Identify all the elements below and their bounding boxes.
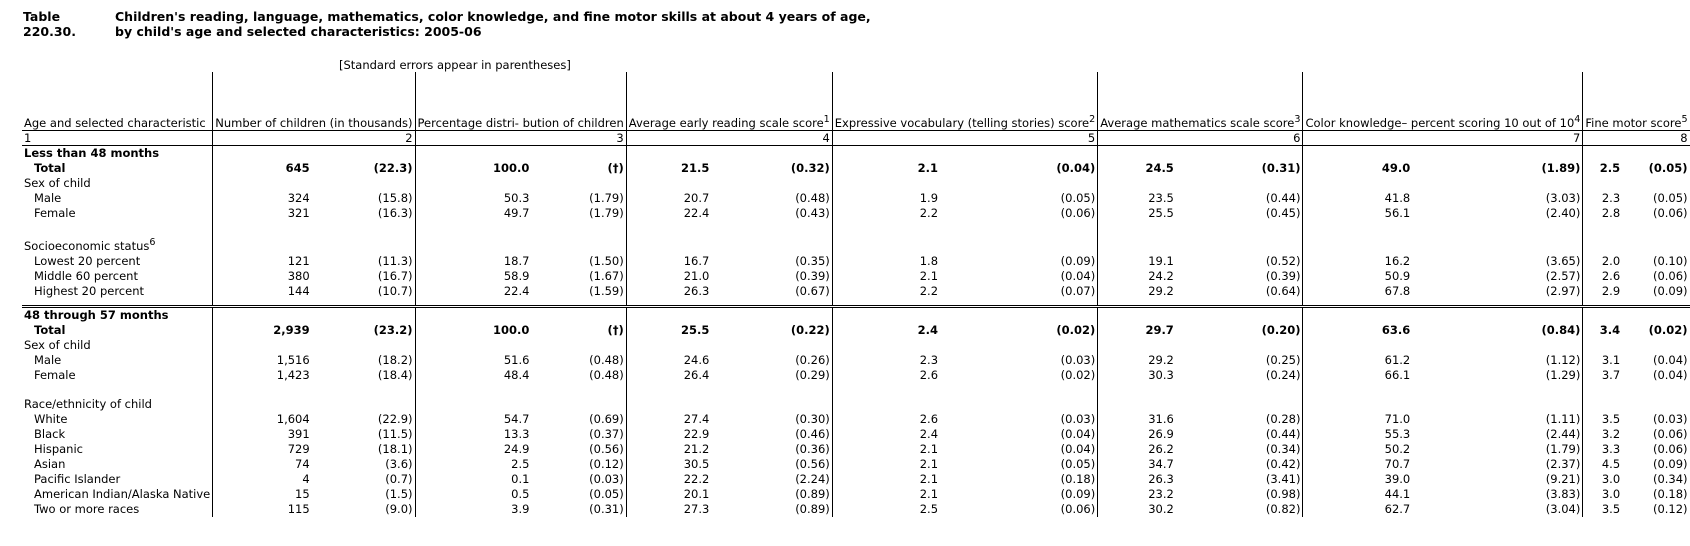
section-spacer [22,221,1690,235]
cell-voc: 2.4 [832,427,940,442]
cell-read: 20.7 [626,191,711,206]
cell-voc_se: (0.02) [1060,367,1096,382]
cell-motor_se: (0.06) [1652,426,1688,441]
cell-math: 30.2 [1098,502,1176,517]
section-heading: Sex of child [24,337,91,352]
cell-pct: 100.0 [415,323,531,338]
table-row [22,269,1690,284]
cell-pct: 3.9 [415,502,531,517]
section-heading: Socioeconomic status$^6$ [24,237,156,253]
group-heading-row [22,306,1690,323]
table-number: Table 220.30. [23,9,76,39]
cell-n_se: (15.8) [377,191,413,205]
table-row [22,427,1690,442]
cell-voc: 2.2 [832,284,940,299]
cell-n_se: (0.7) [385,471,413,486]
cell-read: 24.6 [626,353,711,368]
section-spacer [22,383,1690,397]
cell-math: 24.2 [1098,269,1176,284]
cell-pct: 50.3 [415,191,531,206]
row-label: Total [34,161,66,175]
cell-n_se: (16.3) [377,206,413,220]
cell-motor_se: (0.05) [1652,191,1688,205]
cell-n: 380 [213,269,312,284]
cell-voc_se: (0.09) [1060,486,1096,501]
cell-math: 23.2 [1098,487,1176,502]
cell-motor: 2.6 [1583,269,1622,284]
cell-color: 44.1 [1303,487,1412,502]
row-label: Highest 20 percent [34,283,144,298]
cell-motor: 2.0 [1583,254,1622,269]
cell-read: 26.4 [626,368,711,383]
cell-math_se: (0.24) [1265,367,1301,382]
table-row [22,487,1690,502]
cell-motor: 2.5 [1583,161,1622,176]
cell-color: 56.1 [1303,206,1412,221]
cell-color_se: (0.84) [1541,322,1581,337]
cell-math_se: (0.34) [1265,441,1301,456]
cell-n: 391 [213,427,312,442]
col-header-reading: Average early reading scale score$^1$ [626,72,832,131]
cell-voc_se: (0.05) [1060,191,1096,205]
cell-pct: 49.7 [415,206,531,221]
cell-voc: 2.2 [832,206,940,221]
cell-read: 16.7 [626,254,711,269]
table-title-text: Children's reading, language, mathematics, color knowledge, and fine motor skills at about 4 years of age, by child's age and selected characteristics: 2005-06 [115,9,871,39]
cell-color_se: (1.12) [1545,352,1581,367]
cell-math: 31.6 [1098,412,1176,427]
cell-voc: 2.1 [832,269,940,284]
cell-color_se: (3.04) [1545,501,1581,516]
cell-n_se: (10.7) [377,283,413,298]
group-separator [22,299,1690,307]
cell-color: 66.1 [1303,368,1412,383]
cell-n_se: (18.4) [377,367,413,382]
cell-read_se: (0.89) [795,486,830,501]
col-num-8: 8 [1583,131,1690,146]
cell-color_se: (3.65) [1545,253,1581,268]
table-row [22,284,1690,299]
cell-motor_se: (0.06) [1652,206,1688,220]
cell-n: 144 [213,284,312,299]
cell-math_se: (0.42) [1265,456,1301,471]
row-label: Male [34,352,62,367]
cell-color_se: (1.89) [1541,161,1581,175]
cell-math_se: (0.44) [1265,191,1301,205]
cell-math_se: (0.20) [1261,322,1301,337]
row-label: Two or more races [34,501,140,516]
cell-voc_se: (0.06) [1060,501,1096,516]
cell-n: 2,939 [213,323,312,338]
cell-math_se: (0.82) [1265,501,1301,516]
cell-n: 729 [213,442,312,457]
cell-n: 15 [213,487,312,502]
cell-n: 1,604 [213,412,312,427]
cell-read_se: (0.56) [795,456,830,471]
cell-read: 22.9 [626,427,711,442]
cell-voc: 2.3 [832,353,940,368]
table-row [22,254,1690,269]
cell-read_se: (0.29) [795,367,830,382]
cell-math: 26.2 [1098,442,1176,457]
cell-pct_se: (0.31) [589,501,624,516]
cell-read: 21.0 [626,269,711,284]
cell-motor: 2.3 [1583,191,1622,206]
table-row [22,412,1690,427]
table-row [22,206,1690,221]
cell-motor_se: (0.06) [1652,441,1688,456]
cell-math: 19.1 [1098,254,1176,269]
cell-n: 645 [213,161,312,176]
cell-n_se: (3.6) [385,456,413,471]
cell-pct_se: (†) [607,322,624,337]
cell-math: 24.5 [1098,161,1176,176]
cell-math_se: (0.39) [1265,268,1301,283]
cell-n_se: (22.9) [377,411,413,426]
cell-pct_se: (0.56) [589,441,624,456]
cell-motor: 3.0 [1583,487,1622,502]
cell-math_se: (0.52) [1265,253,1301,268]
cell-voc_se: (0.03) [1060,352,1096,367]
cell-n_se: (11.3) [377,253,413,268]
cell-color: 61.2 [1303,353,1412,368]
cell-math: 26.9 [1098,427,1176,442]
cell-motor: 3.3 [1583,442,1622,457]
cell-pct: 48.4 [415,368,531,383]
cell-math_se: (0.31) [1261,161,1301,175]
cell-read_se: (0.22) [790,322,830,337]
cell-read_se: (0.35) [795,253,830,268]
cell-color_se: (2.37) [1545,456,1581,471]
col-header-mathematics: Average mathematics scale score$^3$ [1098,72,1303,131]
table-body [22,146,1690,517]
cell-motor: 2.8 [1583,206,1622,221]
cell-math: 29.2 [1098,284,1176,299]
cell-color_se: (3.03) [1545,191,1581,205]
cell-voc: 2.5 [832,502,940,517]
cell-pct: 51.6 [415,353,531,368]
table-row [22,457,1690,472]
cell-color_se: (2.57) [1545,268,1581,283]
cell-read_se: (0.89) [795,501,830,516]
group-heading: Less than 48 months [24,146,160,160]
cell-motor: 3.4 [1583,323,1622,338]
cell-voc: 1.8 [832,254,940,269]
cell-n: 1,516 [213,353,312,368]
cell-color_se: (9.21) [1545,471,1581,486]
cell-math_se: (0.44) [1265,426,1301,441]
cell-color_se: (1.79) [1545,441,1581,456]
cell-read_se: (0.30) [795,411,830,426]
cell-voc: 2.4 [832,323,940,338]
cell-read_se: (0.67) [795,283,830,298]
cell-math: 34.7 [1098,457,1176,472]
standard-error-note: [Standard errors appear in parentheses] [339,58,571,72]
cell-color: 16.2 [1303,254,1412,269]
cell-motor_se: (0.10) [1652,253,1688,268]
cell-voc_se: (0.18) [1060,471,1096,486]
row-label: Pacific Islander [34,471,121,486]
cell-n_se: (9.0) [385,501,413,516]
cell-pct: 24.9 [415,442,531,457]
cell-pct: 0.5 [415,487,531,502]
cell-voc_se: (0.02) [1056,322,1096,337]
cell-color_se: (2.44) [1545,426,1581,441]
cell-pct_se: (0.03) [589,471,624,486]
cell-color_se: (1.11) [1545,411,1581,426]
cell-voc: 1.9 [832,191,940,206]
cell-voc: 2.1 [832,161,940,176]
table-row [22,353,1690,368]
cell-pct: 18.7 [415,254,531,269]
cell-pct: 54.7 [415,412,531,427]
total-row [22,323,1690,338]
cell-pct: 100.0 [415,161,531,176]
cell-math_se: (0.28) [1265,411,1301,426]
col-header-motor: Fine motor score$^5$ [1583,72,1690,131]
cell-math_se: (0.25) [1265,352,1301,367]
cell-n: 74 [213,457,312,472]
cell-pct_se: (0.69) [589,411,624,426]
row-label: Hispanic [34,441,83,456]
cell-read: 20.1 [626,487,711,502]
cell-read: 22.2 [626,472,711,487]
row-label: White [34,411,68,426]
cell-pct_se: (1.79) [589,206,624,220]
row-label: Female [34,367,76,382]
table-row [22,191,1690,206]
cell-n: 4 [213,472,312,487]
cell-math: 29.2 [1098,353,1176,368]
row-label: Total [34,322,66,337]
cell-motor: 3.2 [1583,427,1622,442]
cell-color: 71.0 [1303,412,1412,427]
cell-voc_se: (0.04) [1060,426,1096,441]
row-label: Female [34,206,76,220]
section-heading-row [22,397,1690,412]
cell-read_se: (0.39) [795,268,830,283]
group-heading-row [22,146,1690,162]
cell-math: 26.3 [1098,472,1176,487]
cell-pct_se: (0.37) [589,426,624,441]
cell-voc_se: (0.03) [1060,411,1096,426]
cell-pct_se: (1.79) [589,191,624,205]
cell-color: 67.8 [1303,284,1412,299]
cell-read: 25.5 [626,323,711,338]
cell-n: 115 [213,502,312,517]
cell-math_se: (0.64) [1265,283,1301,298]
cell-color: 63.6 [1303,323,1412,338]
table-row [22,502,1690,517]
section-heading-row [22,235,1690,254]
cell-motor_se: (0.02) [1648,322,1688,337]
cell-color: 70.7 [1303,457,1412,472]
stub-header: Age and selected characteristic [24,116,206,130]
cell-pct_se: (0.48) [589,352,624,367]
cell-motor: 3.1 [1583,353,1622,368]
section-heading-row [22,338,1690,353]
cell-math: 23.5 [1098,191,1176,206]
cell-read: 27.3 [626,502,711,517]
cell-read_se: (0.46) [795,426,830,441]
cell-read: 30.5 [626,457,711,472]
cell-motor_se: (0.04) [1652,352,1688,367]
cell-pct_se: (0.48) [589,367,624,382]
cell-color_se: (3.83) [1545,486,1581,501]
section-heading-row [22,176,1690,191]
cell-motor: 4.5 [1583,457,1622,472]
section-heading: Sex of child [24,176,91,190]
cell-voc_se: (0.07) [1060,283,1096,298]
row-label: Black [34,426,66,441]
cell-color_se: (2.97) [1545,283,1581,298]
col-num-2: 2 [213,131,415,146]
data-table [22,72,1690,517]
cell-motor: 3.5 [1583,502,1622,517]
cell-pct_se: (1.59) [589,283,624,298]
table-row [22,472,1690,487]
cell-motor_se: (0.09) [1652,456,1688,471]
cell-read_se: (0.32) [790,161,830,175]
cell-n: 121 [213,254,312,269]
cell-n_se: (18.2) [377,352,413,367]
cell-read: 27.4 [626,412,711,427]
cell-voc: 2.1 [832,487,940,502]
cell-read_se: (0.26) [795,352,830,367]
cell-math_se: (3.41) [1265,471,1301,486]
cell-pct_se: (0.05) [589,486,624,501]
section-heading: Race/ethnicity of child [24,396,152,411]
cell-motor: 3.7 [1583,368,1622,383]
cell-voc_se: (0.06) [1060,206,1096,220]
cell-color: 50.9 [1303,269,1412,284]
col-header-color: Color knowledge– percent scoring 10 out of $10^4$ [1303,72,1583,131]
col-num-3: 3 [415,131,626,146]
cell-n_se: (18.1) [377,441,413,456]
cell-n_se: (23.2) [373,322,413,337]
cell-math_se: (0.98) [1265,486,1301,501]
col-header-vocabulary: Expressive vocabulary (telling stories) score$^2$ [832,72,1097,131]
cell-voc_se: (0.04) [1056,161,1096,175]
cell-read: 21.2 [626,442,711,457]
cell-pct_se: (†) [607,161,624,175]
cell-n_se: (11.5) [377,426,413,441]
cell-color_se: (2.40) [1545,206,1581,220]
cell-voc: 2.6 [832,368,940,383]
cell-n: 321 [213,206,312,221]
cell-motor: 3.0 [1583,472,1622,487]
cell-motor_se: (0.09) [1652,283,1688,298]
cell-voc: 2.1 [832,442,940,457]
cell-read_se: (0.43) [795,206,830,220]
cell-math: 30.3 [1098,368,1176,383]
cell-color_se: (1.29) [1545,367,1581,382]
cell-n_se: (16.7) [377,268,413,283]
cell-color: 62.7 [1303,502,1412,517]
table-row [22,442,1690,457]
cell-voc_se: (0.04) [1060,268,1096,283]
total-row [22,161,1690,176]
cell-math_se: (0.45) [1265,206,1301,220]
cell-read_se: (2.24) [795,471,830,486]
col-header-percentage: Percentage distri- bution of children [415,72,626,131]
cell-voc: 2.1 [832,457,940,472]
cell-n: 1,423 [213,368,312,383]
cell-motor_se: (0.03) [1652,411,1688,426]
cell-motor: 3.5 [1583,412,1622,427]
cell-color: 50.2 [1303,442,1412,457]
cell-motor_se: (0.05) [1648,161,1688,175]
cell-pct_se: (1.50) [589,253,624,268]
cell-voc: 2.6 [832,412,940,427]
cell-read: 22.4 [626,206,711,221]
cell-pct: 22.4 [415,284,531,299]
cell-motor_se: (0.18) [1652,486,1688,501]
cell-motor_se: (0.04) [1652,367,1688,382]
col-num-6: 6 [1098,131,1303,146]
cell-voc_se: (0.04) [1060,441,1096,456]
cell-read_se: (0.48) [795,191,830,205]
col-num-1: 1 [22,131,213,146]
cell-color: 39.0 [1303,472,1412,487]
cell-n_se: (1.5) [385,486,413,501]
cell-n_se: (22.3) [373,161,413,175]
cell-voc_se: (0.09) [1060,253,1096,268]
cell-motor_se: (0.06) [1652,268,1688,283]
cell-motor_se: (0.12) [1652,501,1688,516]
col-num-7: 7 [1303,131,1583,146]
cell-color: 55.3 [1303,427,1412,442]
col-header-number: Number of children (in thousands) [213,72,415,131]
cell-motor: 2.9 [1583,284,1622,299]
cell-read_se: (0.36) [795,441,830,456]
cell-math: 25.5 [1098,206,1176,221]
row-label: Lowest 20 percent [34,253,141,268]
col-num-4: 4 [626,131,832,146]
cell-math: 29.7 [1098,323,1176,338]
row-label: Middle 60 percent [34,268,138,283]
group-heading: 48 through 57 months [24,307,169,322]
cell-pct_se: (0.12) [589,456,624,471]
row-label: Male [34,191,62,205]
cell-n: 324 [213,191,312,206]
cell-pct: 58.9 [415,269,531,284]
table-row [22,368,1690,383]
cell-pct_se: (1.67) [589,268,624,283]
cell-read: 21.5 [626,161,711,176]
cell-pct: 13.3 [415,427,531,442]
row-label: American Indian/Alaska Native [34,486,211,501]
row-label: Asian [34,456,66,471]
cell-pct: 2.5 [415,457,531,472]
cell-color: 41.8 [1303,191,1412,206]
cell-pct: 0.1 [415,472,531,487]
cell-color: 49.0 [1303,161,1412,176]
cell-voc_se: (0.05) [1060,456,1096,471]
cell-motor_se: (0.34) [1652,471,1688,486]
col-num-5: 5 [832,131,1097,146]
cell-read: 26.3 [626,284,711,299]
cell-voc: 2.1 [832,472,940,487]
